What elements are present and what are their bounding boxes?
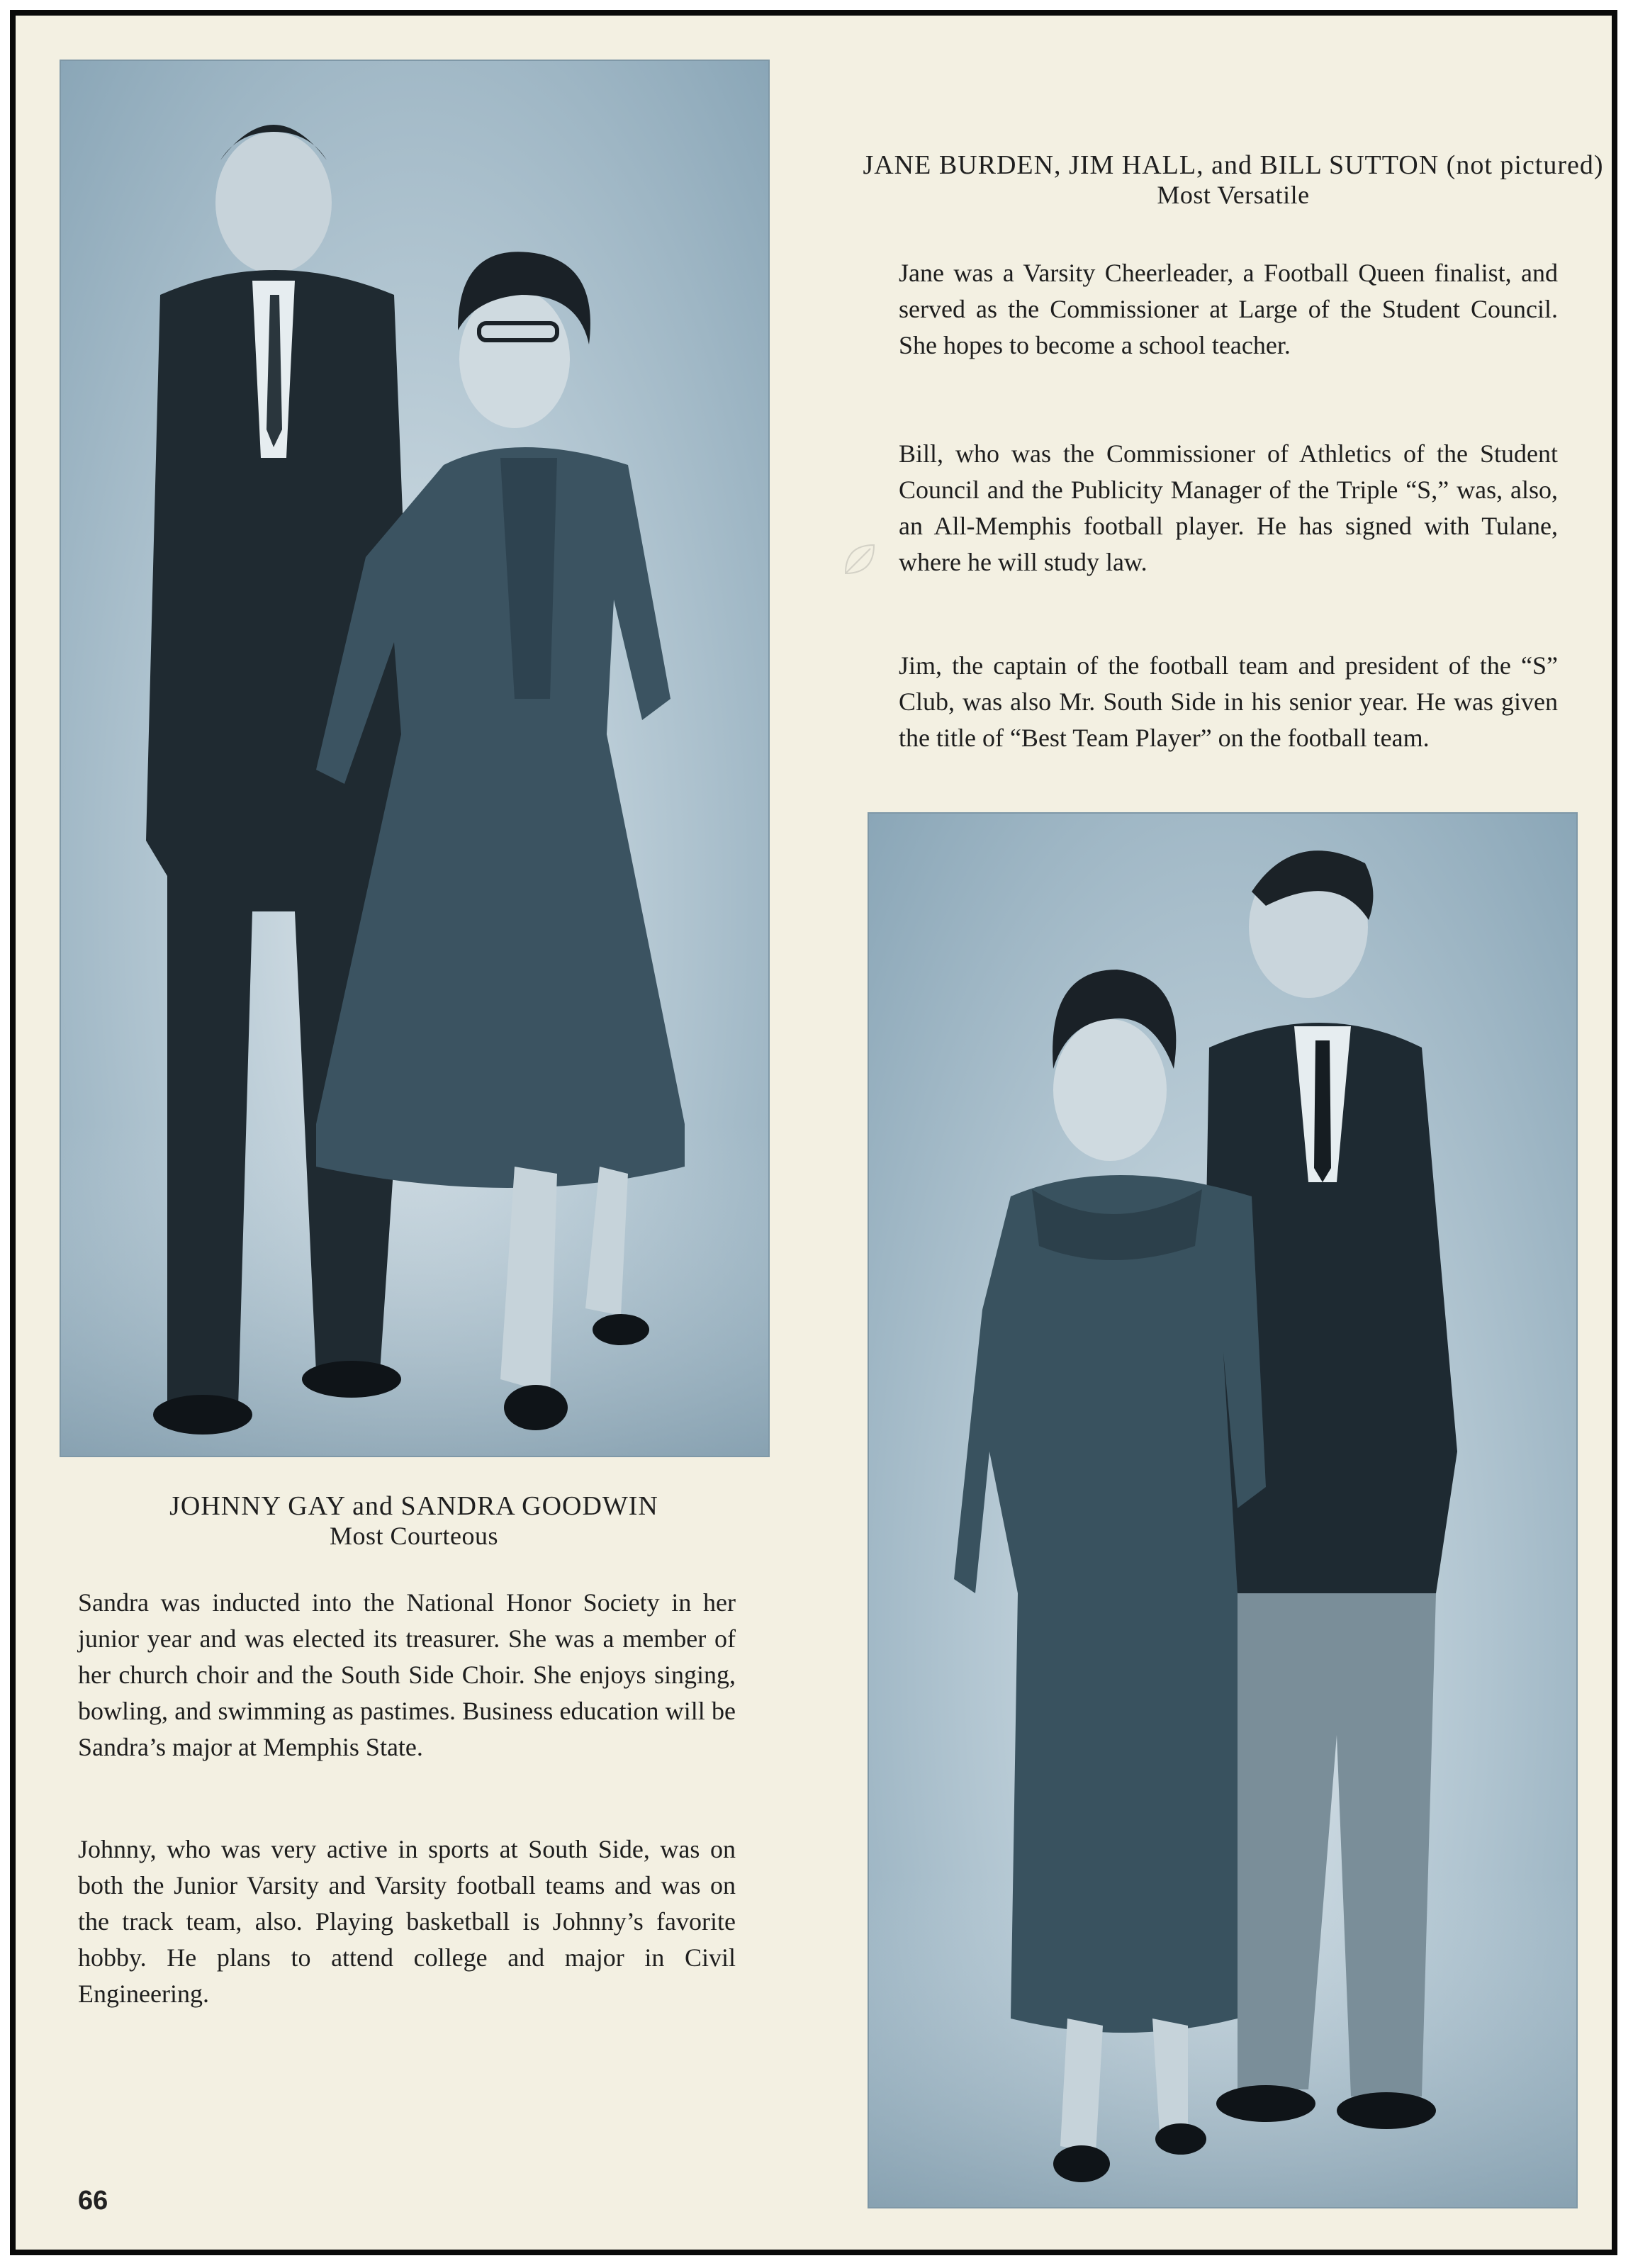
- paragraph-johnny: Johnny, who was very active in sports at South Side, was on both the Junior Varsity and Varsity football teams and was on the track team, also. Playing basketball is Johnny’s favorite hobby. He plans to attend college and major in Civil Engineering.: [78, 1835, 736, 2008]
- page-number: 66: [78, 2186, 108, 2216]
- photo-most-versatile: [868, 812, 1578, 2208]
- caption-most-versatile: [858, 150, 1609, 210]
- paragraph-sandra: Sandra was inducted into the National Honor Society in her junior year and was elected its treasurer. She was a member of her church choir and the South Side Choir. She enjoys singing, bowling, and swimming as pastimes. Business education will be Sandra’s major at Memphis State.: [78, 1588, 736, 1761]
- photo-most-courteous: [60, 60, 770, 1457]
- title-most-courteous: Most Courteous: [329, 1522, 498, 1550]
- paragraph-bill: Bill, who was the Commissioner of Athletics of the Student Council and the Publicity Manager of the Triple “S,” was, also, an All-Memphis football player. He has signed with Tulane, where he will study law.: [899, 439, 1558, 576]
- paragraph-jane: Jane was a Varsity Cheerleader, a Football Queen finalist, and served as the Commissioner at Large of the Student Council. She hopes to become a school teacher.: [899, 259, 1558, 359]
- title-most-versatile: Most Versatile: [1157, 181, 1310, 209]
- paragraph-jim: Jim, the captain of the football team and president of the “S” Club, was also Mr. South Side in his senior year. He was given the title of “Best Team Player” on the football team.: [899, 651, 1558, 752]
- leaf-icon: [842, 541, 877, 577]
- caption-most-courteous: [60, 1491, 768, 1551]
- names-most-courteous: JOHNNY GAY and SANDRA GOODWIN: [169, 1491, 658, 1521]
- names-most-versatile: JANE BURDEN, JIM HALL, and BILL SUTTON (not pictured): [863, 150, 1604, 180]
